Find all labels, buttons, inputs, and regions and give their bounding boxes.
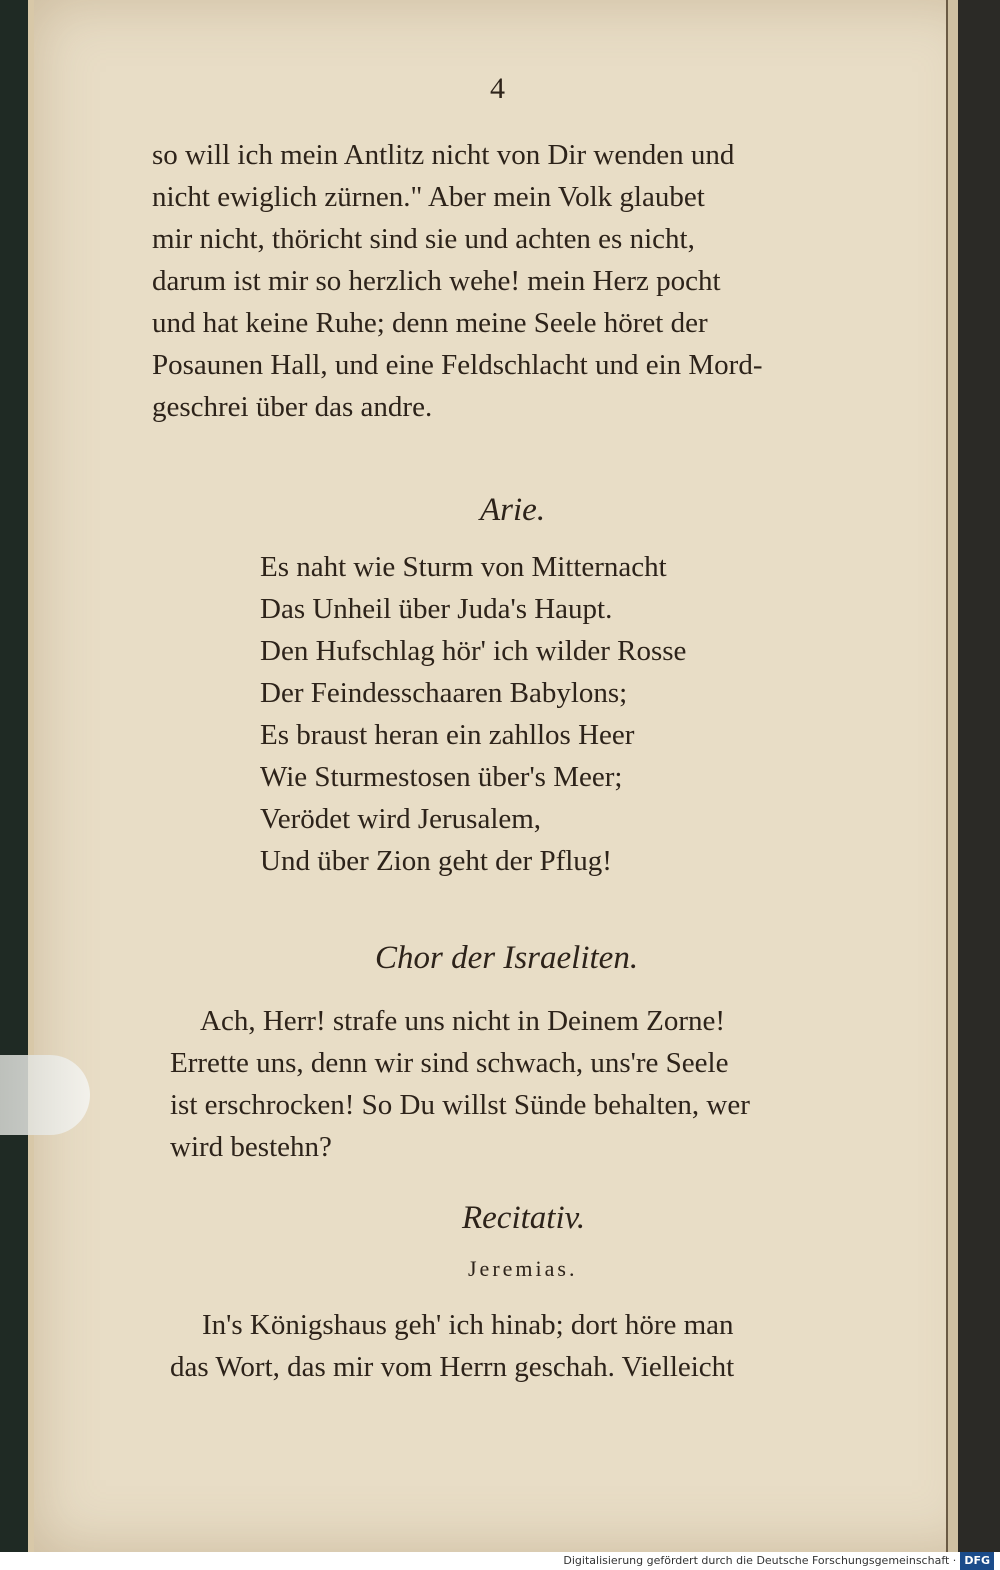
arie-line: Wie Sturmestosen über's Meer; bbox=[260, 761, 623, 793]
arie-line: Und über Zion geht der Pflug! bbox=[260, 845, 612, 877]
arie-line: Der Feindesschaaren Babylons; bbox=[260, 677, 628, 709]
intro-line: darum ist mir so herzlich wehe! mein Herz pocht bbox=[152, 265, 721, 297]
arie-line: Es braust heran ein zahllos Heer bbox=[260, 719, 635, 751]
arie-heading: Arie. bbox=[480, 492, 546, 528]
binding-strip bbox=[958, 0, 1000, 1552]
recitativ-line: das Wort, das mir vom Herrn geschah. Vielleicht bbox=[170, 1351, 735, 1383]
arie-line: Es naht wie Sturm von Mitternacht bbox=[260, 551, 667, 583]
intro-line: nicht ewiglich zürnen." Aber mein Volk glaubet bbox=[152, 181, 705, 213]
intro-line: und hat keine Ruhe; denn meine Seele höret der bbox=[152, 307, 708, 339]
arie-line: Den Hufschlag hör' ich wilder Rosse bbox=[260, 635, 687, 667]
chor-heading: Chor der Israeliten. bbox=[375, 940, 639, 976]
page-clip bbox=[0, 1055, 90, 1135]
recitativ-heading: Recitativ. bbox=[462, 1200, 586, 1236]
chor-line: wird bestehn? bbox=[170, 1131, 332, 1163]
intro-line: Posaunen Hall, und eine Feldschlacht und ein Mord- bbox=[152, 349, 763, 381]
chor-line: Ach, Herr! strafe uns nicht in Deinem Zorne! bbox=[200, 1005, 726, 1037]
chor-line: Errette uns, denn wir sind schwach, uns're Seele bbox=[170, 1047, 729, 1079]
page-edge bbox=[946, 0, 958, 1552]
footer-bar bbox=[0, 1552, 1000, 1570]
intro-line: so will ich mein Antlitz nicht von Dir wenden und bbox=[152, 139, 735, 171]
intro-line: geschrei über das andre. bbox=[152, 391, 433, 423]
speaker-name: Jeremias. bbox=[468, 1256, 578, 1281]
footer-text: Digitalisierung gefördert durch die Deutsche Forschungsgemeinschaft · bbox=[563, 1554, 957, 1567]
arie-line: Verödet wird Jerusalem, bbox=[260, 803, 542, 835]
chor-line: ist erschrocken! So Du willst Sünde behalten, wer bbox=[170, 1089, 750, 1121]
recitativ-line: In's Königshaus geh' ich hinab; dort höre man bbox=[202, 1309, 734, 1341]
intro-line: mir nicht, thöricht sind sie und achten es nicht, bbox=[152, 223, 695, 255]
arie-line: Das Unheil über Juda's Haupt. bbox=[260, 593, 613, 625]
page-number: 4 bbox=[490, 72, 505, 105]
dfg-logo: DFG bbox=[960, 1552, 994, 1570]
